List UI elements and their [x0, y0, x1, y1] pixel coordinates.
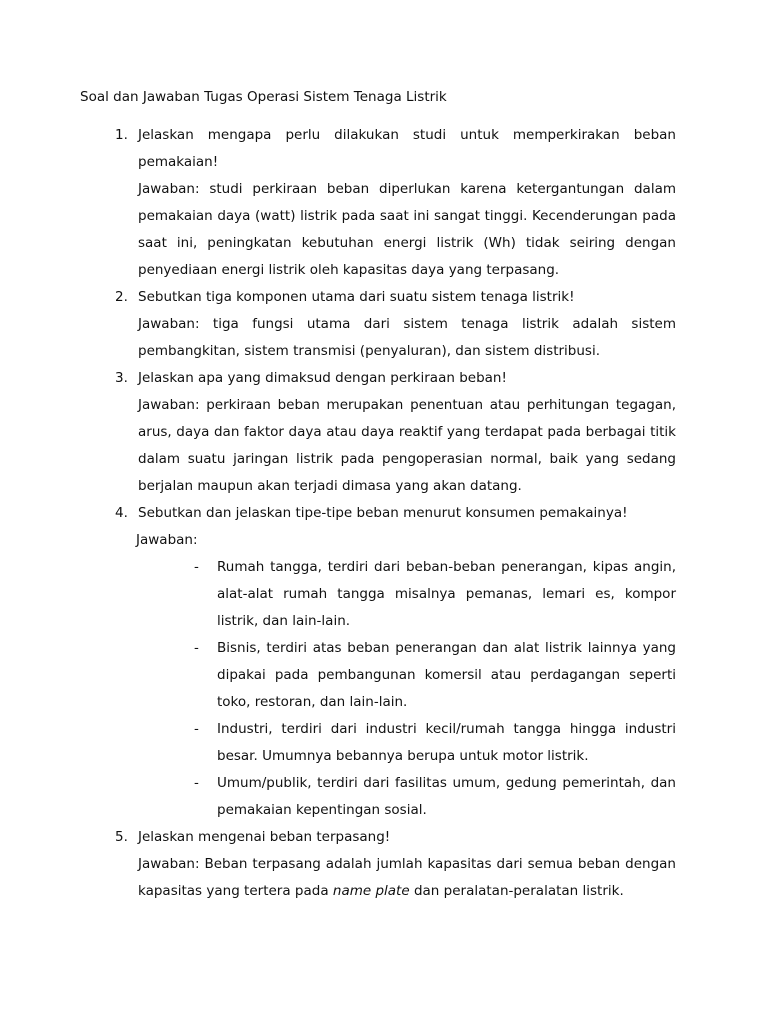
- dash-bullet: -: [194, 559, 199, 575]
- qa-item-1: [80, 122, 676, 284]
- document-title: Soal dan Jawaban Tugas Operasi Sistem Tenaga Listrik: [80, 89, 447, 105]
- dash-bullet: -: [194, 775, 199, 791]
- item-number: 2.: [115, 289, 128, 305]
- answer-text-part: Jawaban: Beban terpasang adalah jumlah kapasitas dari semua beban dengan kapasitas yang tertera pada: [138, 856, 676, 899]
- qa-item-3: [80, 365, 676, 500]
- question-text: Sebutkan dan jelaskan tipe-tipe beban menurut konsumen pemakainya!: [138, 505, 628, 521]
- answer-text: Jawaban: perkiraan beban merupakan penentuan atau perhitungan tegagan, arus, daya dan faktor daya atau daya reaktif yang terdapat pada berbagai titik dalam suatu jaringan listrik pada pengoperasian normal, baik yang sedang berjalan maupun akan terjadi dimasa yang akan datang.: [138, 397, 676, 494]
- qa-item-2: [80, 284, 676, 365]
- answer-text-part: dan peralatan-peralatan listrik.: [409, 883, 624, 899]
- qa-item-4: [80, 500, 676, 527]
- bullet-text: Umum/publik, terdiri dari fasilitas umum, gedung pemerintah, dan pemakaian kepentingan sosial.: [217, 775, 676, 818]
- bullet-text: Industri, terdiri dari industri kecil/rumah tangga hingga industri besar. Umumnya bebannya berupa untuk motor listrik.: [217, 721, 676, 764]
- list-item: [194, 554, 676, 635]
- answer-italic-term: name plate: [332, 883, 410, 899]
- list-item: [194, 770, 676, 824]
- item-number: 3.: [115, 370, 128, 386]
- bullet-text: Rumah tangga, terdiri dari beban-beban penerangan, kipas angin, alat-alat rumah tangga misalnya pemanas, lemari es, kompor listrik, dan lain-lain.: [217, 559, 676, 629]
- dash-bullet: -: [194, 640, 199, 656]
- list-item: [194, 716, 676, 770]
- answer-text: [138, 851, 676, 905]
- question-text: Jelaskan mengenai beban terpasang!: [138, 829, 391, 845]
- question-text: Jelaskan mengapa perlu dilakukan studi untuk memperkirakan beban pemakaian!: [138, 127, 676, 170]
- qa-list: [80, 122, 676, 905]
- dash-bullet: -: [194, 721, 199, 737]
- qa-item-5: [80, 824, 676, 905]
- question-text: Jelaskan apa yang dimaksud dengan perkiraan beban!: [138, 370, 507, 386]
- bullet-text: Bisnis, terdiri atas beban penerangan dan alat listrik lainnya yang dipakai pada pembangunan komersil atau perdagangan seperti toko, restoran, dan lain-lain.: [217, 640, 676, 710]
- question-text: Sebutkan tiga komponen utama dari suatu sistem tenaga listrik!: [138, 289, 575, 305]
- item-number: 5.: [115, 829, 128, 845]
- item-number: 1.: [115, 127, 128, 143]
- answer-text: Jawaban: studi perkiraan beban diperlukan karena ketergantungan dalam pemakaian daya (watt) listrik pada saat ini sangat tinggi. Kecenderungan pada saat ini, peningkatan kebutuhan energi listrik (Wh) tidak seiring dengan penyediaan energi listrik oleh kapasitas daya yang terpasang.: [138, 181, 676, 278]
- item-number: 4.: [115, 505, 128, 521]
- list-item: [194, 635, 676, 716]
- bullet-list: [80, 554, 676, 824]
- answer-text: Jawaban: tiga fungsi utama dari sistem tenaga listrik adalah sistem pembangkitan, sistem transmisi (penyaluran), dan sistem distribusi.: [138, 316, 676, 359]
- answer-label: Jawaban:: [136, 532, 198, 548]
